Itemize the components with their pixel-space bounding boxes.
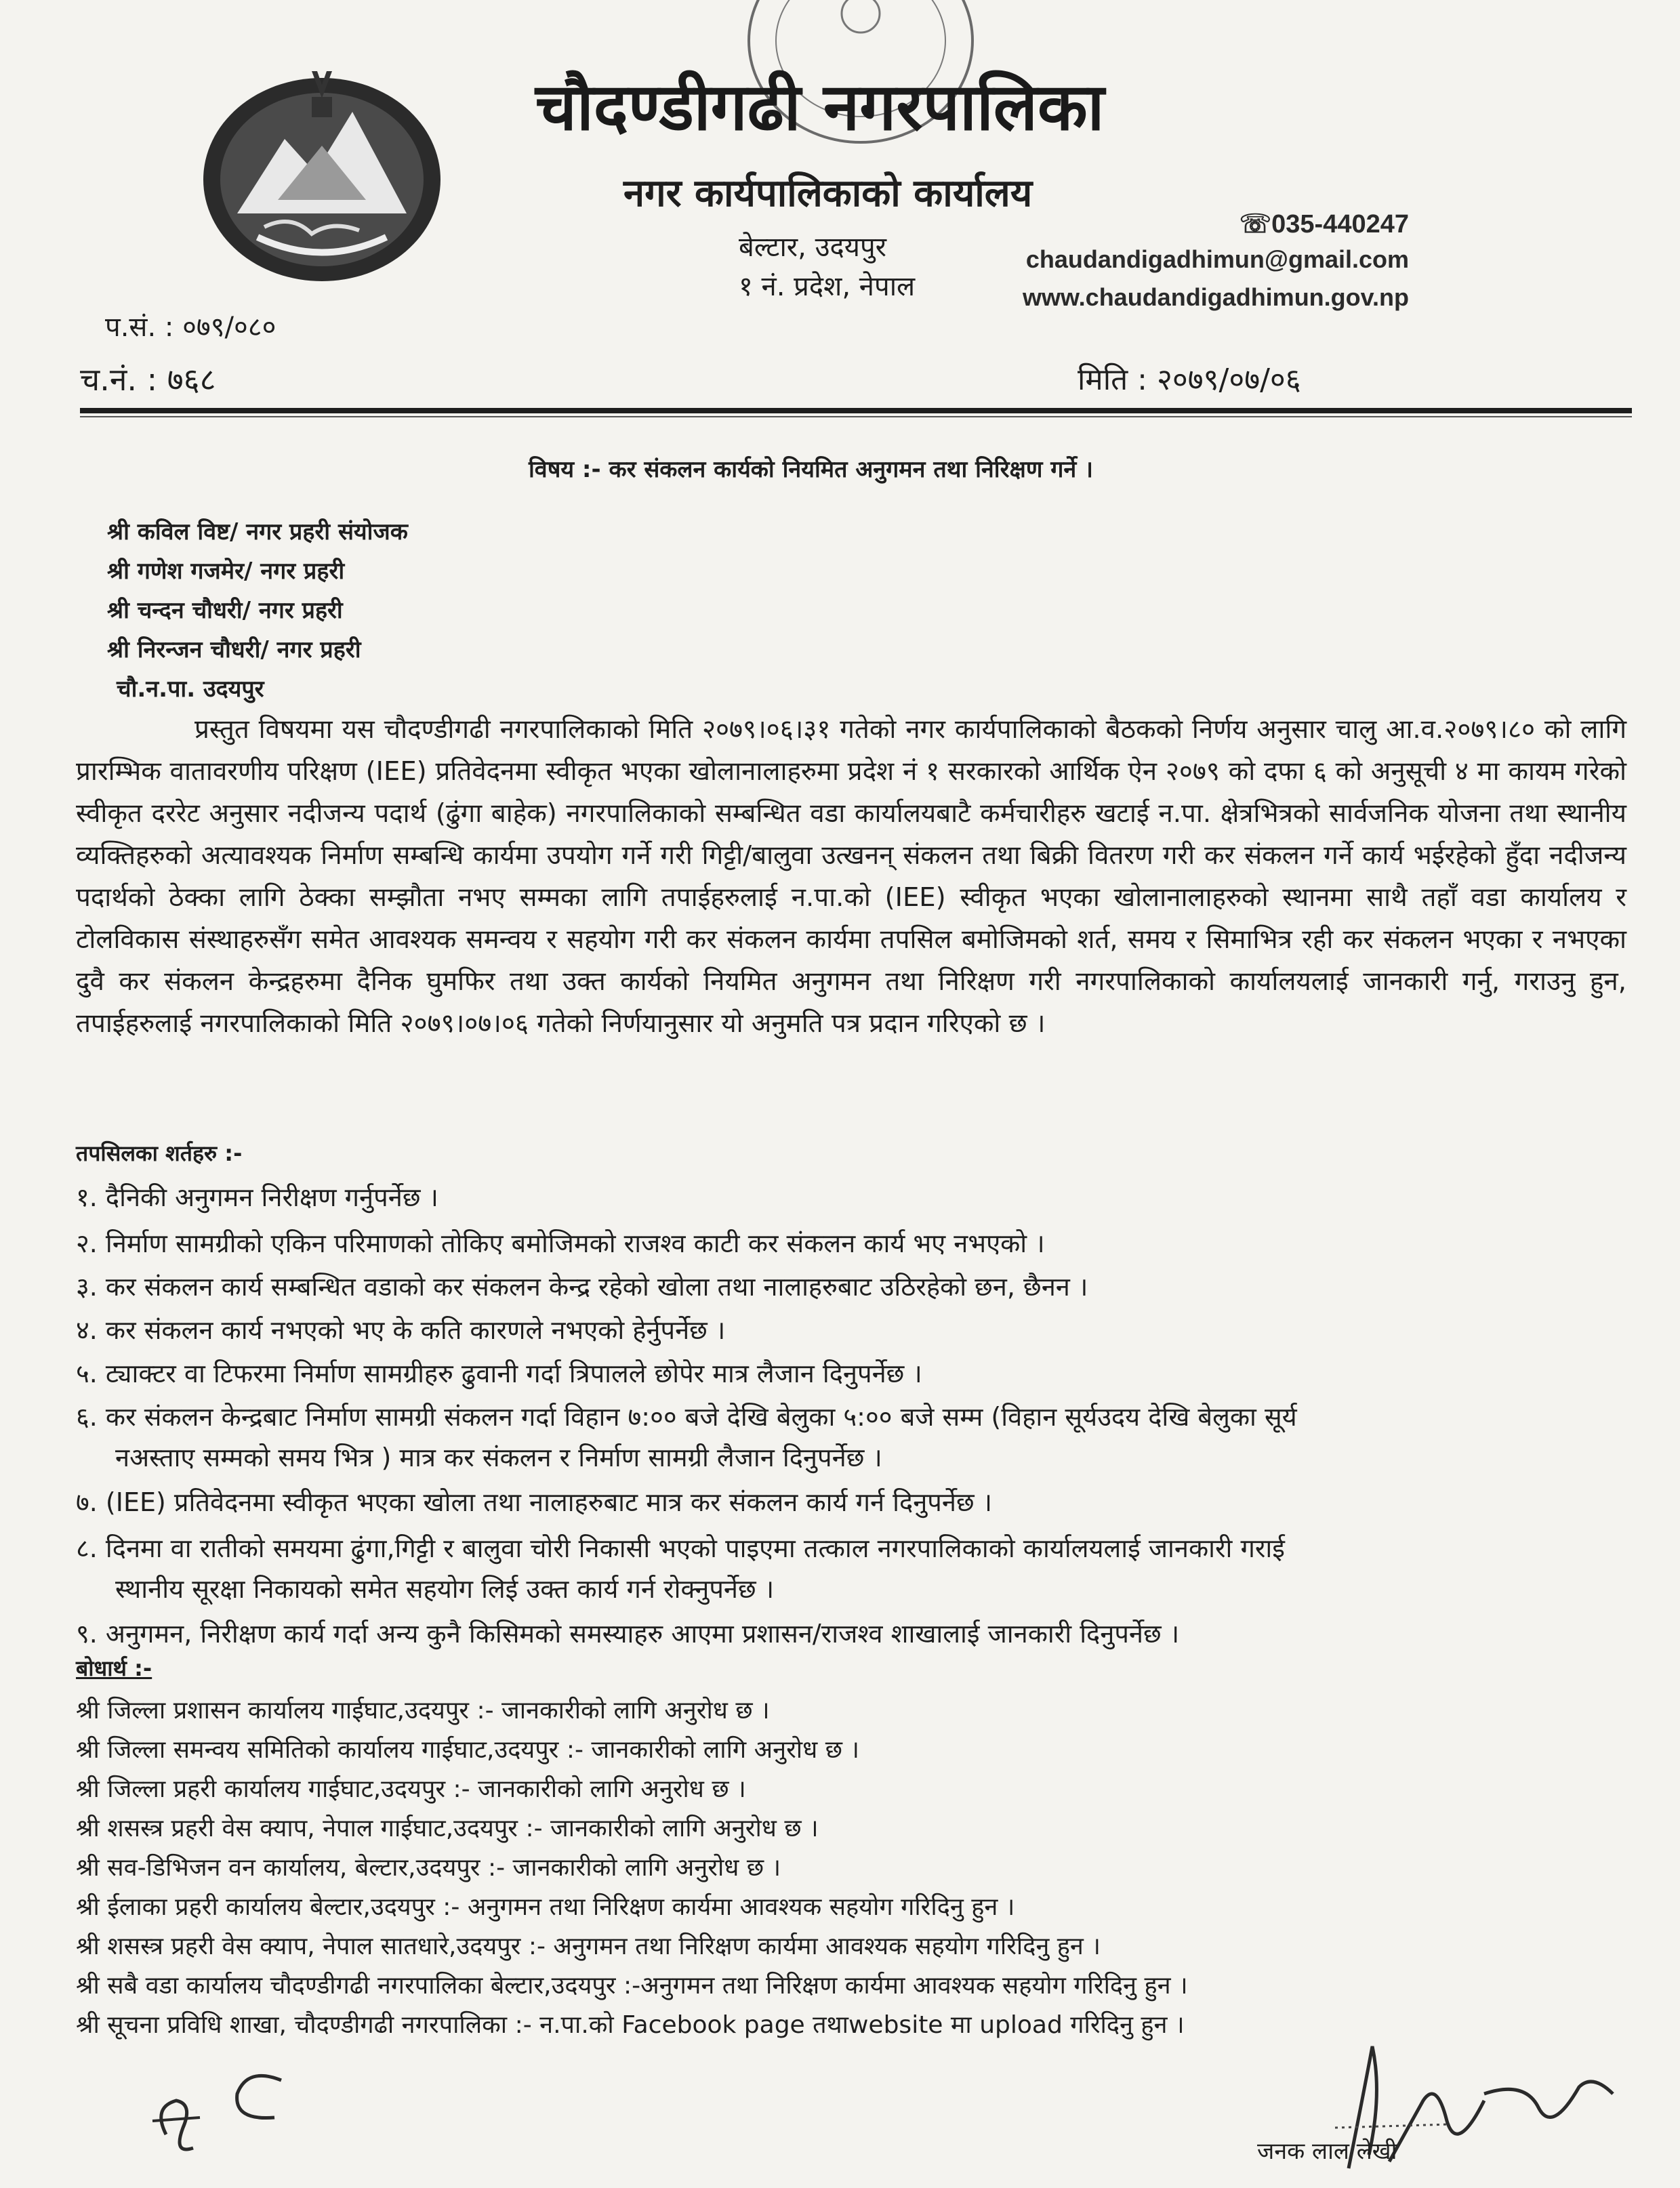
website-address: www.chaudandigadhimun.gov.np xyxy=(1023,283,1409,311)
bodharth-item: श्री जिल्ला समन्वय समितिको कार्यालय गाईघाट,उदयपुर :- जानकारीको लागि अनुरोध छ । xyxy=(76,1736,860,1764)
recipient-line: श्री कविल विष्ट/ नगर प्रहरी संयोजक xyxy=(107,518,408,545)
bodharth-item: श्री शसस्त्र प्रहरी वेस क्याप, नेपाल गाईघाट,उदयपुर :- जानकारीको लागि अनुरोध छ । xyxy=(76,1815,819,1842)
recipient-line: श्री गणेश गजमेर/ नगर प्रहरी xyxy=(107,558,345,585)
handwritten-mark xyxy=(146,2053,308,2168)
nepal-emblem-logo xyxy=(197,64,447,288)
bodharth-item: श्री जिल्ला प्रशासन कार्यालय गाईघाट,उदयपुर :- जानकारीको लागि अनुरोध छ । xyxy=(76,1697,770,1725)
condition-item: ९. अनुगमन, निरीक्षण कार्य गर्दा अन्य कुनै किसिमको समस्याहरु आएमा प्रशासन/राजश्व शाखालाई जानकारी दिनुपर्नेछ । xyxy=(76,1619,1180,1649)
municipality-title: चौदण्डीगढी नगरपालिका xyxy=(535,68,1105,145)
condition-item: २. निर्माण सामग्रीको एकिन परिमाणको तोकिए बमोजिमको राजश्व काटी कर संकलन कार्य भए नभएको । xyxy=(76,1229,1045,1258)
address-line-1: बेल्टार, उदयपुर xyxy=(739,232,887,263)
bodharth-item: श्री जिल्ला प्रहरी कार्यालय गाईघाट,उदयपुर :- जानकारीको लागि अनुरोध छ । xyxy=(76,1775,746,1803)
bodharth-item: श्री ईलाका प्रहरी कार्यालय बेल्टार,उदयपुर :- अनुगमन तथा निरिक्षण कार्यमा आवश्यक सहयोग गरिदिनु हुन । xyxy=(76,1893,1015,1921)
patra-sankhya: प.सं. : ०७९/०८० xyxy=(105,312,276,343)
condition-item: ५. ट्याक्टर वा टिफरमा निर्माण सामग्रीहरु ढुवानी गर्दा त्रिपालले छोपेर मात्र लैजान दिनुपर्नेछ । xyxy=(76,1359,922,1388)
header-divider xyxy=(80,408,1632,413)
recipient-line: श्री चन्दन चौधरी/ नगर प्रहरी xyxy=(107,597,343,624)
condition-item: ७. (IEE) प्रतिवेदनमा स्वीकृत भएका खोला तथा नालाहरुबाट मात्र कर संकलन कार्य गर्न दिनुपर्नेछ । xyxy=(76,1487,993,1517)
letter-subject: विषय :- कर संकलन कार्यको नियमित अनुगमन तथा निरिक्षण गर्ने । xyxy=(529,456,1094,483)
recipient-line: चौ.न.पा. उदयपुर xyxy=(117,676,264,703)
signatory-name: जनक लाल लेखी xyxy=(1257,2138,1397,2165)
bodharth-item: श्री शसस्त्र प्रहरी वेस क्याप, नेपाल सातधारे,उदयपुर :- अनुगमन तथा निरिक्षण कार्यमा आवश्यक सहयोग गरिदिनु हुन । xyxy=(76,1933,1101,1960)
recipient-line: श्री निरन्जन चौधरी/ नगर प्रहरी xyxy=(107,636,361,663)
bodharth-item: श्री सव-डिभिजन वन कार्यालय, बेल्टार,उदयपुर :- जानकारीको लागि अनुरोध छ । xyxy=(76,1854,781,1882)
condition-item: ६. कर संकलन केन्द्रबाट निर्माण सामग्री संकलन गर्दा विहान ७:०० बजे देखि बेलुका ५:०० बजे सम्म (विहान सूर्यउदय देखि बेलुका सूर्य xyxy=(76,1402,1297,1432)
condition-item: ८. दिनमा वा रातीको समयमा ढुंगा,गिट्टी र बालुवा चोरी निकासी भएको पाइएमा तत्काल नगरपालिकाको कार्यालयलाई जानकारी गराई xyxy=(76,1533,1285,1563)
office-subtitle: नगर कार्यपालिकाको कार्यालय xyxy=(623,171,1033,215)
chalani-number: च.नं. : ७६८ xyxy=(80,361,216,398)
phone-number: ☏035-440247 xyxy=(1239,210,1409,239)
bodharth-item: श्री सूचना प्रविधि शाखा, चौदण्डीगढी नगरपालिका :- न.पा.को Facebook page तथाwebsite मा upload गरिदिनु हुन । xyxy=(76,2011,1185,2039)
conditions-heading: तपसिलका शर्तहरु :- xyxy=(76,1140,243,1166)
header-divider-thin xyxy=(80,416,1632,417)
letter-date: मिति : २०७९/०७/०६ xyxy=(1078,363,1301,397)
condition-item-continued: नअस्ताए सम्मको समय भित्र ) मात्र कर संकलन र निर्माण सामग्री लैजान दिनुपर्नेछ । xyxy=(115,1443,882,1472)
email-address: chaudandigadhimun@gmail.com xyxy=(1025,245,1409,273)
condition-item: १. दैनिकी अनुगमन निरीक्षण गर्नुपर्नेछ । xyxy=(76,1182,438,1212)
bodharth-heading: बोधार्थ :- xyxy=(76,1655,152,1681)
condition-item: ३. कर संकलन कार्य सम्बन्धित वडाको कर संकलन केन्द्र रहेको खोला तथा नालाहरुबाट उठिरहेको छन, छैनन । xyxy=(76,1272,1088,1302)
body-paragraph: प्रस्तुत विषयमा यस चौदण्डीगढी नगरपालिकाको मिति २०७९।०६।३१ गतेको नगर कार्यपालिकाको बैठकको निर्णय अनुसार चालु आ.व.२०७९।८० को लागि प्रारम्भिक वातावरणीय परिक्षण (IEE) प्रतिवेदनमा स्वीकृत भएका खोलानालाहरुमा प्रदेश नं १ सरकारको आर्थिक ऐन २०७९ को दफा ६ को अनुसूची ४ मा कायम गरेको स्वीकृत दररेट अनुसार नदीजन्य पदार्थ (ढुंगा बाहेक) नगरपालिकाको सम्बन्धित वडा कार्यालयबाटै कर्मचारीहरु खटाई न.पा. क्षेत्रभित्रको सार्वजनिक योजना तथा स्थानीय व्यक्तिहरुको अत्यावश्यक निर्माण सम्बन्धि कार्यमा उपयोग गर्ने गरी गिट्टी/बालुवा उत्खनन् संकलन तथा बिक्री वितरण गरी कर संकलन गर्ने कार्य भईरहेको हुँदा नदीजन्य पदार्थको ठेक्का लागि ठेक्का सम्झौता नभए सम्मका लागि तपाईहरुलाई न.पा.को (IEE) स्वीकृत भएका खोलानालाहरुको स्थानमा साथै तहाँ वडा कार्यालय र टोलविकास संस्थाहरुसँग समेत आवश्यक समन्वय र सहयोग गरी कर संकलन कार्यमा तपसिल बमोजिमको शर्त, समय र सिमाभित्र रही कर संकलन भएका र नभएका दुवै कर संकलन केन्द्रहरुमा दैनिक घुमफिर तथा उक्त कार्यको नियमित अनुगमन तथा निरिक्षण गरी नगरपालिकाको कार्यालयलाई जानकारी गर्नु, गराउनु हुन, तपाईहरुलाई नगरपालिकाको मिति २०७९।०७।०६ गतेको निर्णयानुसार यो अनुमति पत्र प्रदान गरिएको छ । xyxy=(76,714,1626,1039)
address-line-2: १ नं. प्रदेश, नेपाल xyxy=(739,271,916,302)
bodharth-item: श्री सबै वडा कार्यालय चौदण्डीगढी नगरपालिका बेल्टार,उदयपुर :-अनुगमन तथा निरिक्षण कार्यमा आवश्यक सहयोग गरिदिनु हुन । xyxy=(76,1972,1188,2000)
condition-item-continued: स्थानीय सूरक्षा निकायको समेत सहयोग लिई उक्त कार्य गर्न रोक्नुपर्नेछ । xyxy=(115,1574,775,1604)
condition-item: ४. कर संकलन कार्य नभएको भए के कति कारणले नभएको हेर्नुपर्नेछ । xyxy=(76,1315,726,1345)
